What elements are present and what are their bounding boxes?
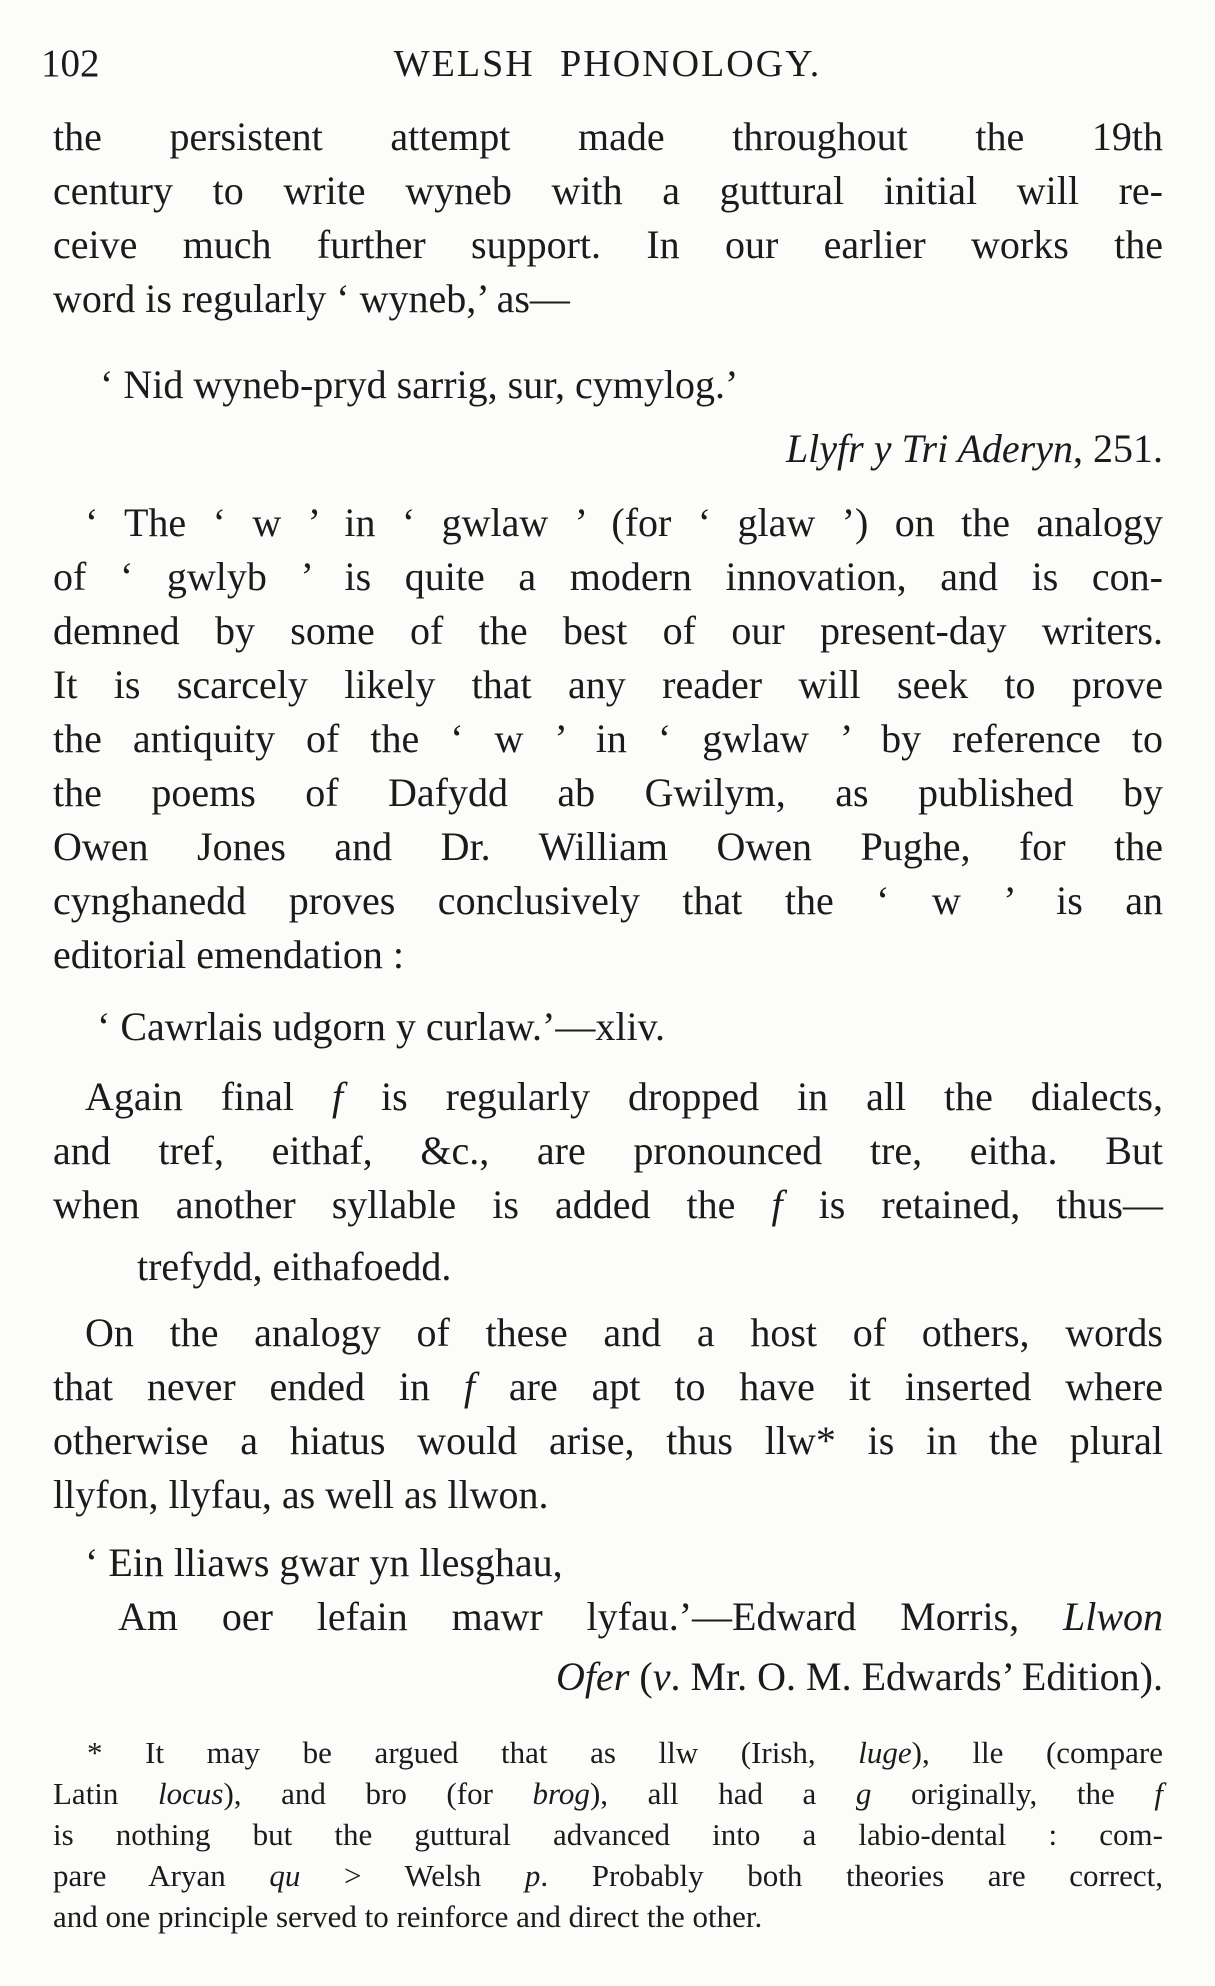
- running-title: WELSH PHONOLOGY.: [393, 43, 822, 85]
- text-line: [53, 1306, 1163, 1360]
- text-segment: ‘ The ‘ w ’ in ‘ gwlaw ’ (for ‘ glaw ’) on the analogy: [85, 500, 1163, 545]
- text-line: [53, 1590, 1163, 1644]
- text-line: [53, 218, 1163, 272]
- italic-text: brog: [532, 1776, 590, 1811]
- italic-text: f: [331, 1074, 344, 1119]
- text-segment: the poems of Dafydd ab Gwilym, as published by: [53, 770, 1163, 815]
- text-segment: are apt to have it inserted where: [475, 1364, 1163, 1409]
- text-segment: > Welsh: [300, 1858, 525, 1893]
- text-line: [53, 272, 1163, 326]
- text-line: [53, 1124, 1163, 1178]
- text-line: [53, 1468, 1163, 1522]
- text-line: [53, 1650, 1163, 1704]
- text-segment: cynghanedd proves conclusively that the ‘ w ’ is an: [53, 878, 1163, 923]
- italic-text: Llyfr y Tri Aderyn: [785, 426, 1073, 471]
- text-segment: Again final: [85, 1074, 332, 1119]
- italic-text: qu: [269, 1858, 301, 1893]
- text-segment: of ‘ gwlyb ’ is quite a modern innovation, and is con-: [53, 554, 1163, 599]
- text-line: [53, 1536, 1163, 1590]
- text-line: [53, 550, 1163, 604]
- text-segment: and tref, eithaf, &c., are pronounced tre, eitha. But: [53, 1128, 1163, 1173]
- italic-text: p: [524, 1858, 541, 1893]
- text-segment: , 251.: [1073, 426, 1163, 471]
- text-segment: century to write wyneb with a guttural initial will re-: [53, 168, 1163, 213]
- text-segment: llyfon, llyfau, as well as llwon.: [53, 1472, 549, 1517]
- page-number: 102: [41, 42, 100, 85]
- italic-text: luge: [858, 1735, 912, 1770]
- text-segment: that never ended in: [53, 1364, 464, 1409]
- text-segment: It is scarcely likely that any reader will seek to prove: [53, 662, 1163, 707]
- italic-text: g: [855, 1776, 872, 1811]
- text-line: [53, 1070, 1163, 1124]
- text-segment: trefydd, eithafoedd.: [137, 1244, 452, 1289]
- text-segment: editorial emendation :: [53, 932, 404, 977]
- text-line: [53, 422, 1163, 476]
- text-segment: is nothing but the guttural advanced into a labio-dental : com-: [53, 1817, 1163, 1852]
- text-segment: when another syllable is added the: [53, 1182, 772, 1227]
- text-line: [53, 874, 1163, 928]
- text-column: [53, 110, 1163, 1937]
- text-segment: originally, the: [871, 1776, 1155, 1811]
- text-segment: otherwise a hiatus would arise, thus llw* is in the plural: [53, 1418, 1163, 1463]
- text-segment: the persistent attempt made throughout the 19th: [53, 114, 1163, 159]
- text-segment: On the analogy of these and a host of others, words: [85, 1310, 1163, 1355]
- text-line: [53, 1360, 1163, 1414]
- text-line: [53, 820, 1163, 874]
- text-segment: * It may be argued that as llw (Irish,: [87, 1735, 859, 1770]
- text-segment: . Mr. O. M. Edwards’ Edition).: [670, 1654, 1163, 1699]
- italic-text: f: [1154, 1776, 1163, 1811]
- text-segment: Owen Jones and Dr. William Owen Pughe, for the: [53, 824, 1163, 869]
- text-segment: word is regularly ‘ wyneb,’ as—: [53, 276, 570, 321]
- text-segment: Am oer lefain mawr lyfau.’—Edward Morris,: [118, 1594, 1063, 1639]
- text-segment: ‘ Nid wyneb-pryd sarrig, sur, cymylog.’: [100, 362, 739, 407]
- text-segment: ), all had a: [589, 1776, 856, 1811]
- text-line: [53, 1000, 1163, 1054]
- text-segment: ‘ Cawrlais udgorn y curlaw.’—xliv.: [97, 1004, 666, 1049]
- text-line: [53, 1240, 1163, 1294]
- text-line: [53, 766, 1163, 820]
- text-line: [53, 164, 1163, 218]
- text-segment: and one principle served to reinforce and direct the other.: [53, 1899, 763, 1934]
- text-segment: is retained, thus—: [782, 1182, 1163, 1227]
- italic-text: f: [463, 1364, 476, 1409]
- text-line: [53, 496, 1163, 550]
- text-segment: ), and bro (for: [223, 1776, 533, 1811]
- italic-text: v: [652, 1654, 671, 1699]
- text-line: [53, 712, 1163, 766]
- text-line: [53, 1414, 1163, 1468]
- text-line: [53, 1814, 1163, 1855]
- text-line: [53, 1773, 1163, 1814]
- text-line: [53, 658, 1163, 712]
- text-segment: (: [629, 1654, 653, 1699]
- text-line: [53, 358, 1163, 412]
- italic-text: f: [771, 1182, 783, 1227]
- text-segment: ceive much further support. In our earlier works the: [53, 222, 1163, 267]
- italic-text: locus: [158, 1776, 224, 1811]
- text-segment: pare Aryan: [53, 1858, 270, 1893]
- text-line: [53, 1178, 1163, 1232]
- italic-text: Llwon: [1062, 1594, 1163, 1639]
- text-segment: . Probably both theories are correct,: [540, 1858, 1163, 1893]
- text-segment: the antiquity of the ‘ w ’ in ‘ gwlaw ’ by reference to: [53, 716, 1163, 761]
- text-line: [53, 1896, 1163, 1937]
- italic-text: Ofer: [556, 1654, 630, 1699]
- text-segment: ), lle (compare: [911, 1735, 1163, 1770]
- text-line: [53, 1855, 1163, 1896]
- text-segment: demned by some of the best of our present-day writers.: [53, 608, 1163, 653]
- text-segment: ‘ Ein lliaws gwar yn llesghau,: [85, 1540, 563, 1585]
- text-line: [53, 110, 1163, 164]
- text-line: [53, 928, 1163, 982]
- text-line: [53, 604, 1163, 658]
- text-line: [53, 1732, 1163, 1773]
- text-segment: Latin: [53, 1776, 159, 1811]
- text-segment: is regularly dropped in all the dialects,: [343, 1074, 1163, 1119]
